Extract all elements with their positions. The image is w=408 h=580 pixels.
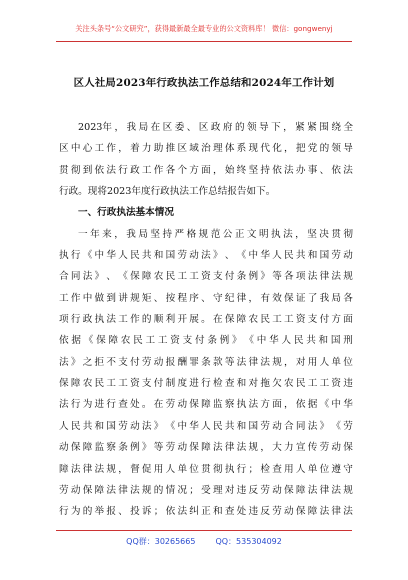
footer-divider bbox=[56, 530, 352, 531]
paragraph-line: 行政。现将2023年度行政执法工作总结报告如下。 bbox=[59, 186, 276, 198]
paragraph-line: 项 行 政 执 法 工 作 的 顺 利 开 展 。 在 保 障 农 民 工 工 资 支 付 方 面 bbox=[59, 314, 353, 326]
paragraph-line: 一 年 来 ， 我 局 坚 持 严 格 规 范 公 正 文 明 执 法 ， 坚 决 贯 彻 bbox=[78, 228, 353, 240]
document-title: 区人社局2023年行政执法工作总结和2024年工作计划 bbox=[73, 77, 335, 89]
paragraph-line: 法 》 之 拒 不 支 付 劳 动 报 酬 罪 条 款 等 法 律 法 规 ， 对 用 人 单 位 bbox=[59, 356, 353, 368]
footer-qq: QQ：535304092 bbox=[215, 537, 282, 546]
paragraph-line: 工 作 中 做 到 讲 规 矩 、 按 程 序 、 守 纪 律 ， 有 效 保 证 了 我 局 各 bbox=[59, 292, 353, 304]
paragraph-line: 执 行 《 中 华 人 民 共 和 国 劳 动 法 》 、 《 中 华 人 民 共 和 国 劳 动 bbox=[59, 250, 353, 262]
paragraph-line: 动 保 障 监 察 条 例 》 等 劳 动 保 障 法 律 法 规 ， 大 力 宣 传 劳 动 保 bbox=[59, 442, 353, 454]
paragraph-line: 法 行 为 进 行 查 处 。 在 劳 动 保 障 监 察 执 法 方 面 ， 依 据 《 中 华 bbox=[59, 399, 353, 411]
paragraph-line: 劳 动 保 障 法 律 法 规 的 情 况 ； 受 理 对 违 反 劳 动 保 障 法 律 法 规 bbox=[59, 484, 353, 496]
paragraph-line: 人 民 共 和 国 劳 动 法 》 《 中 华 人 民 共 和 国 劳 动 合 同 法 》 《 劳 bbox=[59, 420, 353, 432]
section-heading: 一、行政执法基本情况 bbox=[78, 207, 174, 219]
footer-contact bbox=[0, 536, 408, 547]
paragraph-line: 合 同 法 》 、 《 保 障 农 民 工 工 资 支 付 条 例 》 等 各 项 法 律 法 规 bbox=[59, 271, 353, 283]
document-body bbox=[59, 117, 353, 523]
paragraph-line: 行 为 的 举 报 、 投 诉 ； 依 法 纠 正 和 查 处 违 反 劳 动 保 障 法 律 法 bbox=[59, 506, 353, 518]
header-divider bbox=[56, 41, 352, 42]
paragraph-line: 障 法 律 法 规 ， 督 促 用 人 单 位 贯 彻 执 行 ； 检 查 用 人 单 位 遵 守 bbox=[59, 463, 353, 475]
footer-qq-group: QQ群：30265665 bbox=[126, 537, 196, 546]
paragraph-line: 依 据 《 保 障 农 民 工 工 资 支 付 条 例 》 《 中 华 人 民 共 和 国 刑 bbox=[59, 335, 353, 347]
paragraph-line: 贯 彻 到 依 法 行 政 工 作 各 个 方 面 ， 始 终 坚 持 依 法 办 事 、 依 法 bbox=[59, 164, 353, 176]
header-banner: 关注头条号“公文研究”，获得最新最全最专业的公文资料库！ 微信：gongwenyj bbox=[75, 24, 333, 33]
paragraph-line: 区 中 心 工 作 ， 着 力 助 推 区 域 治 理 体 系 现 代 化 ， 把 党 的 领 导 bbox=[59, 143, 353, 155]
paragraph-line: 保 障 农 民 工 工 资 支 付 制 度 进 行 检 查 和 对 拖 欠 农 民 工 工 资 违 bbox=[59, 378, 353, 390]
paragraph-line: 2023年 ， 我 局 在 区 委 、 区 政 府 的 领 导 下 ， 紧 紧 围 绕 全 bbox=[78, 122, 353, 133]
